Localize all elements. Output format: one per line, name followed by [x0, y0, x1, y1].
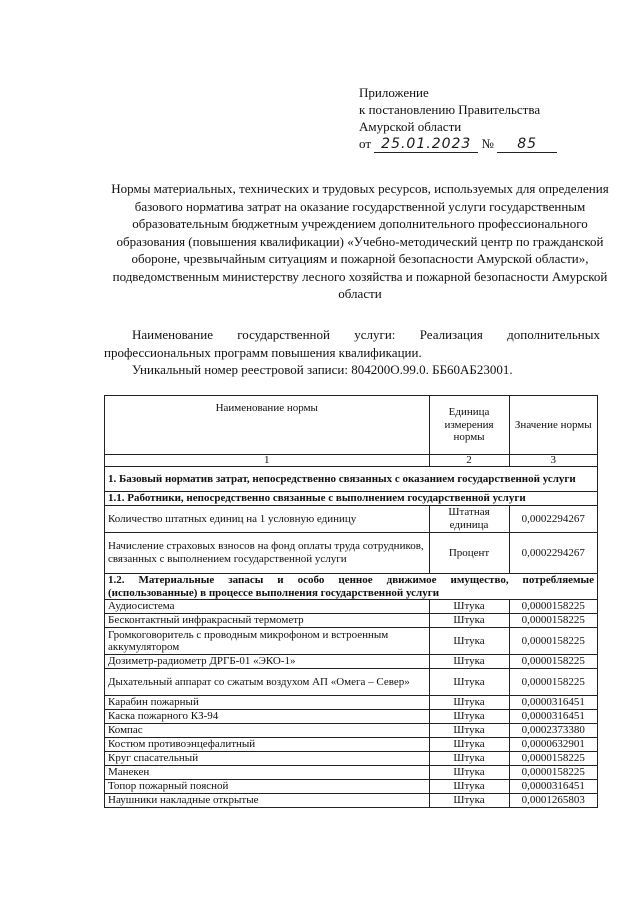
norms-table — [104, 395, 598, 808]
appendix-date-line — [359, 135, 589, 153]
norm-unit: Штука — [429, 600, 509, 614]
norm-name: Костюм противоэнцефалитный — [105, 738, 430, 752]
column-number-1: 1 — [105, 455, 430, 467]
handwritten-number: 85 — [517, 136, 538, 152]
table-row — [105, 614, 598, 628]
header-value: Значение нормы — [509, 396, 597, 455]
table-row — [105, 710, 598, 724]
norm-name: Карабин пожарный — [105, 696, 430, 710]
section-1-heading: 1. Базовый норматив затрат, непосредственно связанных с оказанием государственной услуги — [105, 467, 598, 492]
norm-unit: Штука — [429, 752, 509, 766]
norm-name: Наушники накладные открытые — [105, 794, 430, 808]
norm-unit: Штука — [429, 628, 509, 655]
norm-unit: Штатная единица — [429, 506, 509, 533]
norm-name: Бесконтактный инфракрасный термометр — [105, 614, 430, 628]
norm-name: Компас — [105, 724, 430, 738]
table-row — [105, 724, 598, 738]
norm-unit: Штука — [429, 766, 509, 780]
table-row — [105, 655, 598, 669]
table-row — [105, 766, 598, 780]
date-prefix: от — [359, 136, 372, 151]
table-row — [105, 628, 598, 655]
column-number-3: 3 — [509, 455, 597, 467]
section-1-2-heading: 1.2. Материальные запасы и особо ценное движимое имущество, потребляемые (использованные) в процессе выполнения государственной услуги — [105, 574, 598, 600]
norm-value: 0,0000158225 — [509, 655, 597, 669]
appendix-line-1: Приложение — [359, 85, 429, 100]
appendix-line-2: к постановлению Правительства — [359, 102, 541, 117]
service-info — [104, 326, 600, 379]
norm-name: Топор пожарный поясной — [105, 780, 430, 794]
section-1-1-heading: 1.1. Работники, непосредственно связанные с выполнением государственной услуги — [105, 492, 598, 506]
norm-name: Аудиосистема — [105, 600, 430, 614]
norm-unit: Штука — [429, 780, 509, 794]
norm-name: Манекен — [105, 766, 430, 780]
section-row — [105, 467, 598, 492]
table-row — [105, 696, 598, 710]
norm-name: Дыхательный аппарат со сжатым воздухом АП «Омега – Север» — [105, 669, 430, 696]
service-name-paragraph — [104, 326, 600, 361]
norm-name: Количество штатных единиц на 1 условную единицу — [105, 506, 430, 533]
norm-name: Начисление страховых взносов на фонд оплаты труда сотрудников, связанных с выполнением государственной услуги — [105, 533, 430, 574]
norm-value: 0,0002373380 — [509, 724, 597, 738]
norm-value: 0,0000158225 — [509, 600, 597, 614]
norm-unit: Штука — [429, 696, 509, 710]
table-row — [105, 600, 598, 614]
norm-value: 0,0000316451 — [509, 696, 597, 710]
norm-name: Дозиметр-радиометр ДРГБ-01 «ЭКО-1» — [105, 655, 430, 669]
norm-unit: Процент — [429, 533, 509, 574]
norm-unit: Штука — [429, 614, 509, 628]
norm-unit: Штука — [429, 669, 509, 696]
number-prefix: № — [481, 136, 494, 151]
column-number-row — [105, 455, 598, 467]
norm-value: 0,0000158225 — [509, 669, 597, 696]
norm-value: 0,0000316451 — [509, 710, 597, 724]
norm-value: 0,0002294267 — [509, 533, 597, 574]
table-row — [105, 794, 598, 808]
header-unit: Единица измерения нормы — [429, 396, 509, 455]
norm-name: Громкоговоритель с проводным микрофоном и встроенным аккумулятором — [105, 628, 430, 655]
appendix-block — [359, 84, 589, 153]
table-row — [105, 533, 598, 574]
norm-name: Круг спасательный — [105, 752, 430, 766]
norm-value: 0,0000316451 — [509, 780, 597, 794]
service-name: Наименование государственной услуги: Реализация дополнительных профессиональных программ повышения квалификации. — [104, 327, 600, 360]
norm-unit: Штука — [429, 724, 509, 738]
section-row — [105, 492, 598, 506]
table-row — [105, 669, 598, 696]
table-row — [105, 738, 598, 752]
norm-unit: Штука — [429, 794, 509, 808]
handwritten-date: 25.01.2023 — [381, 136, 472, 152]
norm-value: 0,0000158225 — [509, 614, 597, 628]
norm-unit: Штука — [429, 710, 509, 724]
norm-value: 0,0002294267 — [509, 506, 597, 533]
norm-value: 0,0000158225 — [509, 766, 597, 780]
appendix-line-3: Амурской области — [359, 119, 462, 134]
norm-name: Каска пожарного КЗ-94 — [105, 710, 430, 724]
norm-value: 0,0000158225 — [509, 628, 597, 655]
table-row — [105, 506, 598, 533]
section-row — [105, 574, 598, 600]
table-row — [105, 752, 598, 766]
column-number-2: 2 — [429, 455, 509, 467]
norm-value: 0,0001265803 — [509, 794, 597, 808]
norm-value: 0,0000632901 — [509, 738, 597, 752]
table-row — [105, 780, 598, 794]
norm-value: 0,0000158225 — [509, 752, 597, 766]
norm-unit: Штука — [429, 738, 509, 752]
document-title: Нормы материальных, технических и трудовых ресурсов, используемых для определения базового норматива затрат на оказание государственной услуги государственным образовательным бюджетным учреждением дополнительного профессионального образования (повышения квалификации) «Учебно-методический центр по гражданской обороне, чрезвычайным ситуациям и пожарной безопасности Амурской области», подведомственным министерству лесного хозяйства и пожарной безопасности Амурской области — [111, 181, 609, 301]
registry-number: Уникальный номер реестровой записи: 804200О.99.0. ББ60АБ23001. — [132, 362, 513, 377]
header-norm-name: Наименование нормы — [105, 396, 430, 455]
norm-unit: Штука — [429, 655, 509, 669]
table-header-row — [105, 396, 598, 455]
